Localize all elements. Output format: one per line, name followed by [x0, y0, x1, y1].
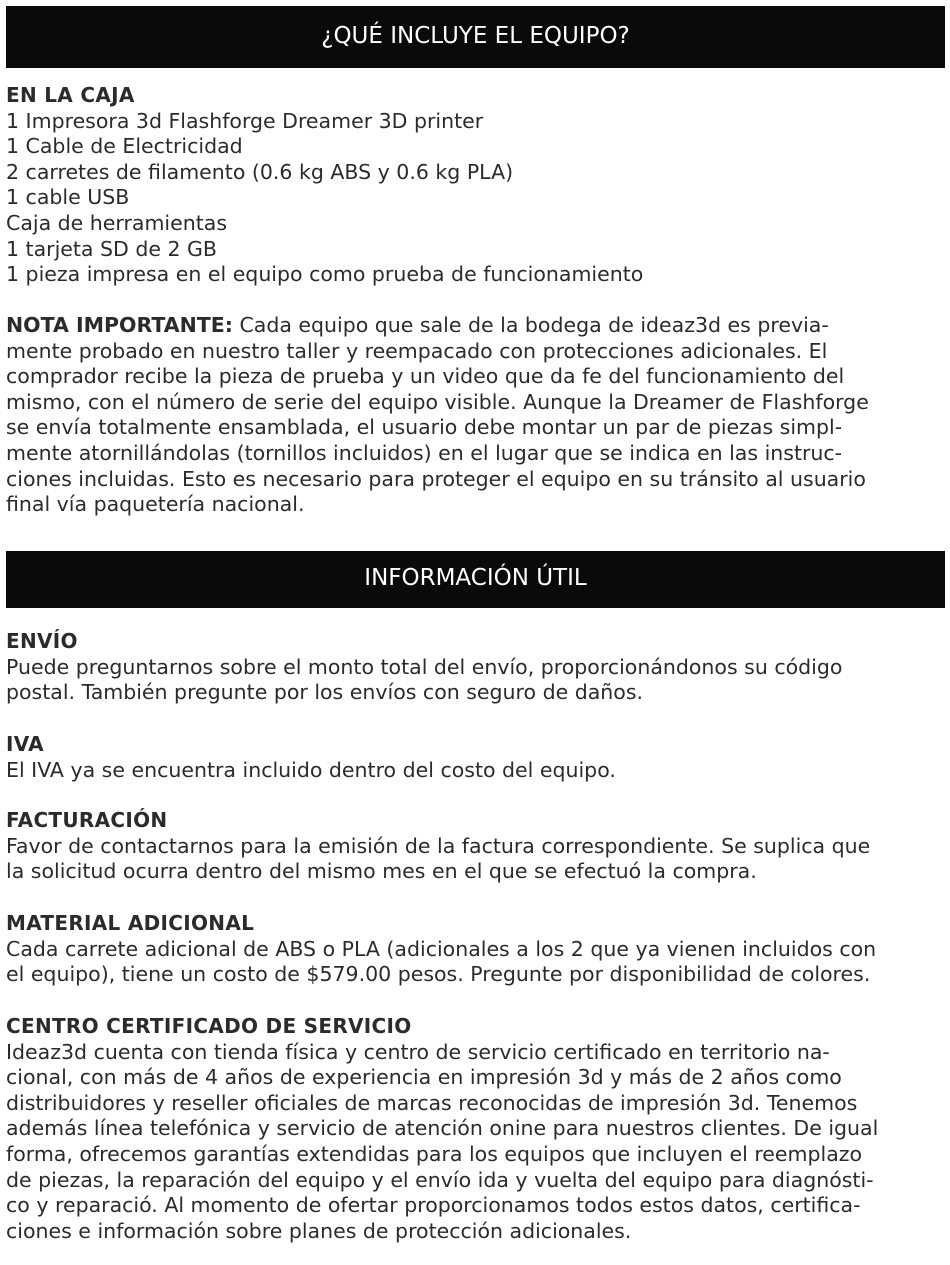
list-item: 1 pieza impresa en el equipo como prueba de funcionamiento	[6, 262, 644, 287]
note-line: mente probado en nuestro taller y reempacado con protecciones adicionales. El	[6, 338, 828, 363]
shipping-section	[6, 629, 946, 706]
paragraph-line: forma, ofrecemos garantías extendidas para los equipos que incluyen el reemplazo	[6, 1141, 863, 1166]
note-line: ciones incluidas. Esto es necesario para proteger el equipo en su tránsito al usuario	[6, 466, 866, 491]
paragraph-line: Favor de contactarnos para la emisión de la factura correspondiente. Se suplica que	[6, 833, 871, 858]
tax-section	[6, 732, 946, 783]
paragraph-line: Ideaz3d cuenta con tienda física y centro de servicio certificado en territorio na-	[6, 1039, 830, 1064]
list-item: 1 Impresora 3d Flashforge Dreamer 3D printer	[6, 108, 484, 133]
note-line: comprador recibe la pieza de prueba y un video que da fe del funcionamiento del	[6, 364, 845, 389]
additional-material-section	[6, 911, 946, 988]
important-note	[6, 313, 946, 518]
list-item: 1 Cable de Electricidad	[6, 134, 243, 159]
note-text: Cada equipo que sale de la bodega de ideaz3d es previa-	[232, 313, 829, 337]
billing-section	[6, 808, 946, 885]
note-lead: NOTA IMPORTANTE:	[6, 313, 233, 337]
list-item: 2 carretes de filamento (0.6 kg ABS y 0.6 kg PLA)	[6, 159, 514, 184]
paragraph-line: Cada carrete adicional de ABS o PLA (adicionales a los 2 que ya vienen incluidos con	[6, 936, 877, 961]
note-line: se envía totalmente ensamblada, el usuario debe montar un par de piezas simpl-	[6, 415, 843, 440]
service-center-section	[6, 1014, 946, 1244]
paragraph-line: cional, con más de 4 años de experiencia en impresión 3d y más de 2 años como	[6, 1065, 842, 1090]
paragraph-line: ciones e información sobre planes de protección adicionales.	[6, 1218, 632, 1243]
note-line: mismo, con el número de serie del equipo visible. Aunque la Dreamer de Flashforge	[6, 389, 869, 414]
paragraph-line: la solicitud ocurra dentro del mismo mes en el que se efectuó la compra.	[6, 859, 757, 884]
paragraph-line: co y reparació. Al momento de ofertar proporcionamos todos estos datos, certifica-	[6, 1193, 861, 1218]
list-item: 1 cable USB	[6, 185, 130, 210]
paragraph-line: distribuidores y reseller oficiales de marcas reconocidas de impresión 3d. Tenemos	[6, 1090, 858, 1115]
paragraph-line: Puede preguntarnos sobre el monto total del envío, proporcionándonos su código	[6, 654, 843, 679]
list-item: 1 tarjeta SD de 2 GB	[6, 236, 217, 261]
paragraph-line: postal. También pregunte por los envíos con seguro de daños.	[6, 680, 644, 705]
section-banner-includes	[6, 6, 945, 68]
note-line: final vía paquetería nacional.	[6, 492, 305, 517]
list-item: Caja de herramientas	[6, 210, 228, 235]
banner-title: INFORMACIÓN ÚTIL	[364, 565, 587, 591]
section-heading: FACTURACIÓN	[6, 808, 168, 832]
paragraph-line: el equipo), tiene un costo de $579.00 pesos. Pregunte por disponibilidad de colores.	[6, 962, 871, 987]
note-line	[6, 313, 946, 339]
section-heading: IVA	[6, 732, 44, 756]
section-banner-useful-info	[6, 551, 945, 608]
section-heading: MATERIAL ADICIONAL	[6, 911, 255, 935]
section-heading: ENVÍO	[6, 629, 78, 653]
paragraph-line: además línea telefónica y servicio de atención onine para nuestros clientes. De igual	[6, 1116, 879, 1141]
box-contents-section	[6, 83, 946, 288]
section-heading: CENTRO CERTIFICADO DE SERVICIO	[6, 1014, 412, 1038]
paragraph-line: de piezas, la reparación del equipo y el envío ida y vuelta del equipo para diagnósti-	[6, 1167, 874, 1192]
paragraph-line: El IVA ya se encuentra incluido dentro del costo del equipo.	[6, 757, 616, 782]
note-line: mente atornillándolas (tornillos incluidos) en el lugar que se indica en las instruc-	[6, 440, 843, 465]
banner-title: ¿QUÉ INCLUYE EL EQUIPO?	[321, 23, 630, 49]
section-heading: EN LA CAJA	[6, 83, 135, 107]
